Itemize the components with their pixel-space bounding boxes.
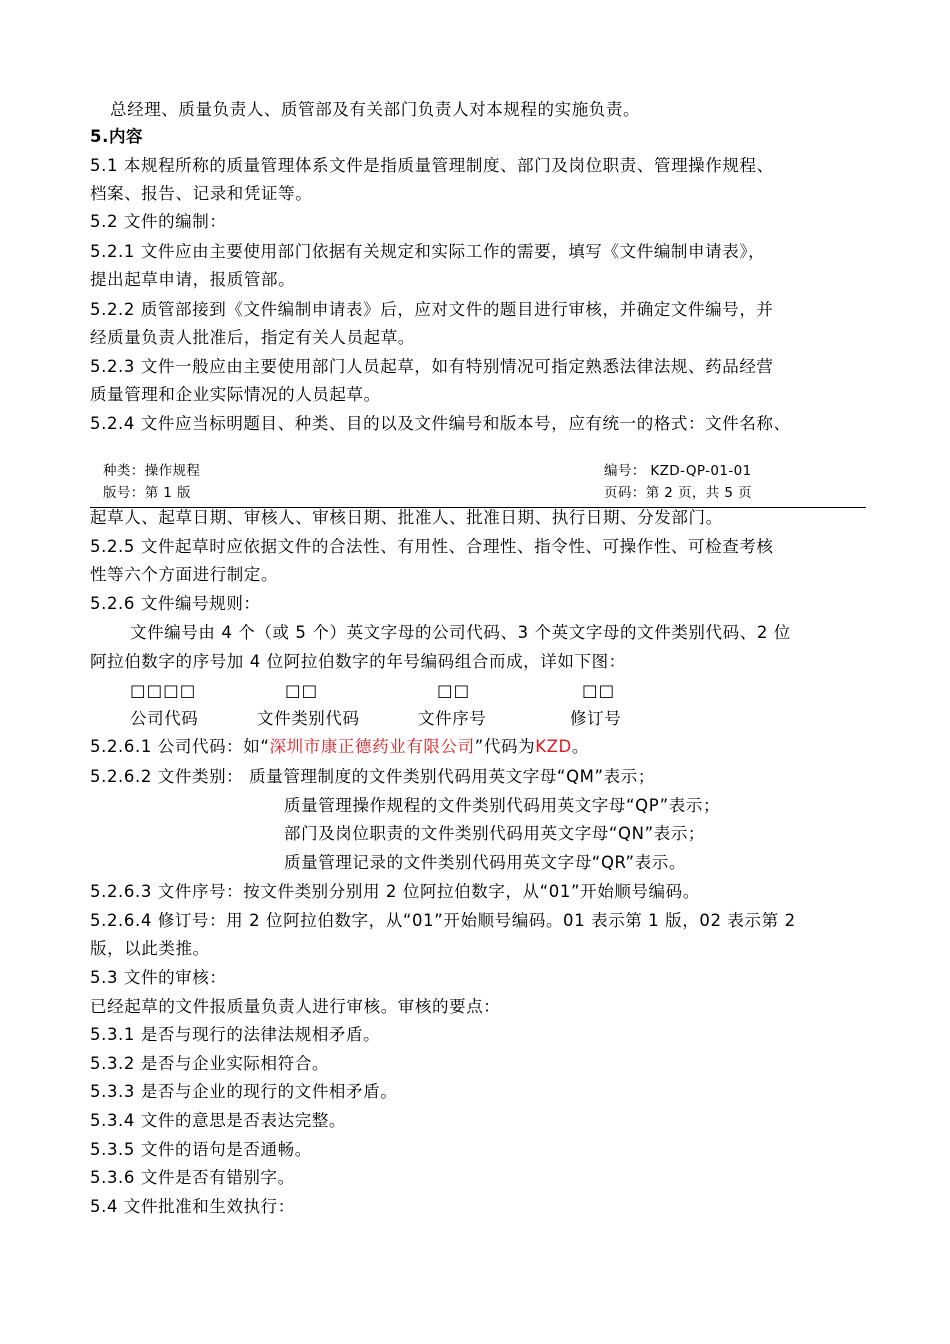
code-box-category: □□ [285,681,319,700]
section-heading-content: 5.内容 [90,127,144,146]
code-label-category: 文件类别代码 [257,709,360,728]
code-label-revision: 修订号 [570,709,622,728]
heading-5-4: 5.4 文件批准和生效执行： [90,1197,295,1216]
header-doc-code: 编号： KZD-QP-01-01 [604,463,752,479]
body-line-5-3-1: 5.3.1 是否与现行的法律法规相矛盾。 [90,1025,381,1044]
body-line-responsibility: 总经理、质量负责人、质管部及有关部门负责人对本规程的实施负责。 [110,100,641,119]
heading-5-2: 5.2 文件的编制： [90,212,227,231]
body-line-5-2-6-3: 5.2.6.3 文件序号：按文件类别分别用 2 位阿拉伯数字，从“01”开始顺号编码。 [90,882,700,901]
heading-5-2-6: 5.2.6 文件编号规则： [90,594,261,613]
body-line-5-2-2: 5.2.2 质管部接到《文件编制申请表》后，应对文件的题目进行审核，并确定文件编号，并 [90,300,774,319]
body-line-5-2-1: 5.2.1 文件应由主要使用部门依据有关规定和实际工作的需要，填写《文件编制申请表》， [90,242,766,261]
heading-5-3: 5.3 文件的审核： [90,968,227,987]
company-name: 深圳市康正德药业有限公司 [269,737,475,756]
body-line-5-1: 5.1 本规程所称的质量管理体系文件是指质量管理制度、部门及岗位职责、管理操作规程、 [90,156,774,175]
line-5261-suffix: 。 [571,737,589,756]
body-line-qn: 部门及岗位职责的文件类别代码用英文字母“QN”表示； [284,824,706,843]
body-line-5-2-6-2: 5.2.6.2 文件类别： 质量管理制度的文件类别代码用英文字母“QM”表示； [90,767,655,786]
body-line-5-2-1-cont: 提出起草申请，报质管部。 [90,270,296,289]
line-5261-prefix: 5.2.6.1 公司代码：如“ [90,737,270,756]
body-line-5-2-6-4: 5.2.6.4 修订号：用 2 位阿拉伯数字，从“01”开始顺号编码。01 表示第 1 版，02 表示第 2 [90,911,796,930]
body-line-5-2-6-1 [90,736,589,758]
body-line-5-2-4-cont: 起草人、起草日期、审核人、审核日期、批准人、批准日期、执行日期、分发部门。 [90,508,723,527]
body-line-5-2-2-cont: 经质量负责人批准后，指定有关人员起草。 [90,328,415,347]
body-line-qp: 质量管理操作规程的文件类别代码用英文字母“QP”表示； [284,796,721,815]
body-line-qr: 质量管理记录的文件类别代码用英文字母“QR”表示。 [284,853,686,872]
body-line-5-3-3: 5.3.3 是否与企业的现行的文件相矛盾。 [90,1082,398,1101]
body-line-numbering-rule: 文件编号由 4 个（或 5 个）英文字母的公司代码、3 个英文字母的文件类别代码、2 位 [130,623,791,642]
body-line-numbering-rule-cont: 阿拉伯数字的序号加 4 位阿拉伯数字的年号编码组合而成，详如下图： [90,652,626,671]
body-line-5-3-4: 5.3.4 文件的意思是否表达完整。 [90,1111,347,1130]
body-line-5-1-cont: 档案、报告、记录和凭证等。 [90,184,313,203]
header-version: 版号：第 1 版 [103,485,191,501]
code-box-revision: □□ [582,681,616,700]
code-label-sequence: 文件序号 [418,709,487,728]
header-category: 种类：操作规程 [103,463,201,479]
line-5261-middle: ”代码为 [474,737,536,756]
body-line-5-3-6: 5.3.6 文件是否有错别字。 [90,1168,295,1187]
code-box-company: □□□□ [130,681,197,700]
body-line-5-2-6-4-cont: 版，以此类推。 [90,939,210,958]
code-box-sequence: □□ [437,681,471,700]
company-code: KZD [535,737,572,756]
body-line-5-2-4: 5.2.4 文件应当标明题目、种类、目的以及文件编号和版本号，应有统一的格式：文件名称、 [90,414,791,433]
body-line-review-points: 已经起草的文件报质量负责人进行审核。审核的要点： [90,997,501,1016]
body-line-5-2-5-cont: 性等六个方面进行制定。 [90,565,279,584]
body-line-5-2-5: 5.2.5 文件起草时应依据文件的合法性、有用性、合理性、指令性、可操作性、可检查考核 [90,537,774,556]
body-line-5-2-3-cont: 质量管理和企业实际情况的人员起草。 [90,385,381,404]
header-page-number: 页码：第 2 页，共 5 页 [604,485,752,501]
body-line-5-3-5: 5.3.5 文件的语句是否通畅。 [90,1140,312,1159]
code-label-company: 公司代码 [130,709,199,728]
body-line-5-2-3: 5.2.3 文件一般应由主要使用部门人员起草，如有特别情况可指定熟悉法律法规、药品经营 [90,357,774,376]
body-line-5-3-2: 5.3.2 是否与企业实际相符合。 [90,1054,329,1073]
